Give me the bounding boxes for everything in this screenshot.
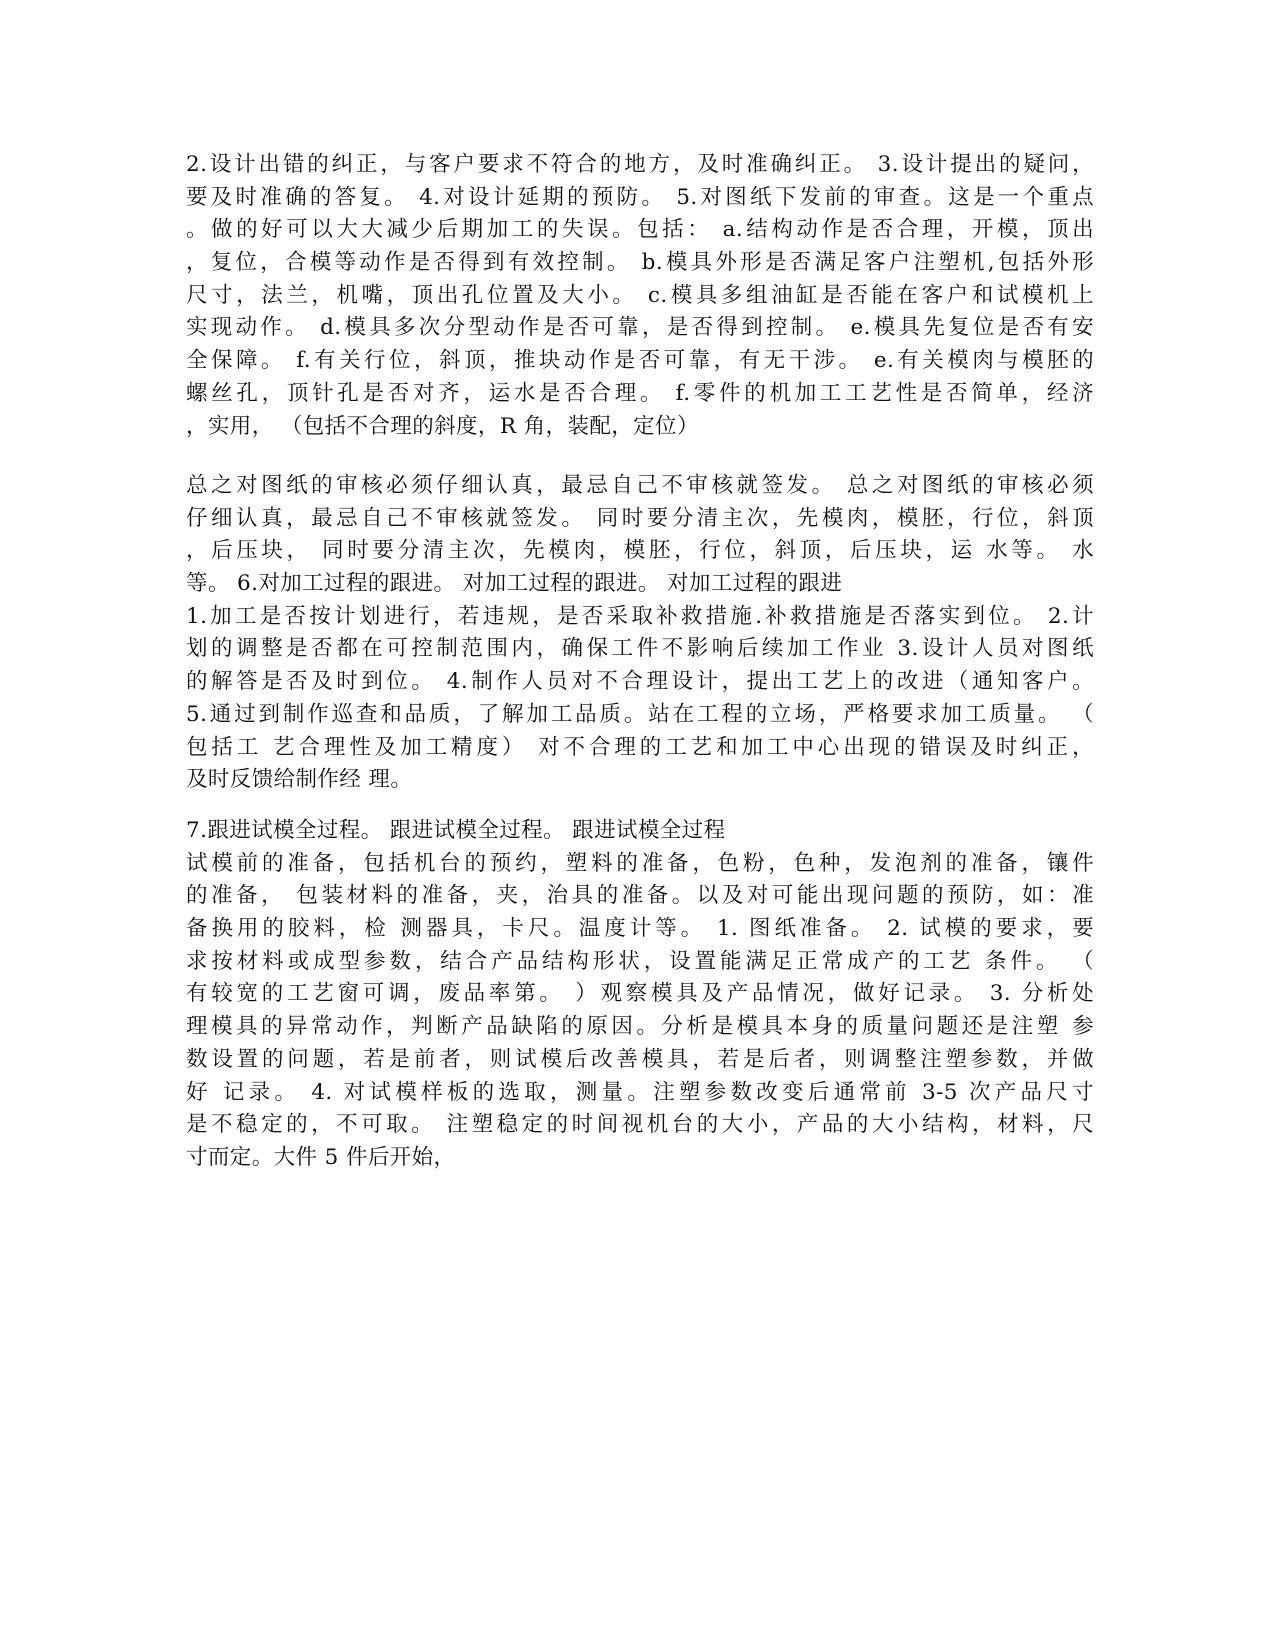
text-line: 的解答是否及时到位。 4.制作人员对不合理设计，提出工艺上的改进（通知客户。 <box>186 669 1094 695</box>
text-line: 要及时准确的答复。 4.对设计延期的预防。 5.对图纸下发前的审查。这是一个重点 <box>186 184 1094 210</box>
text-line: 实现动作。 d.模具多次分型动作是否可靠，是否得到控制。 e.模具先复位是否有安 <box>186 315 1094 341</box>
text-line: 总之对图纸的审核必须仔细认真，最忌自己不审核就签发。 总之对图纸的审核必须 <box>186 473 1094 498</box>
text-line: 尺寸，法兰，机嘴，顶出孔位置及大小。 c.模具多组油缸是否能在客户和试模机上 <box>186 282 1094 308</box>
text-line: 数设置的问题，若是前者，则试模后改善模具，若是后者，则调整注塑参数，并做 <box>186 1046 1094 1072</box>
text-line: 2.设计出错的纠正，与客户要求不符合的地方，及时准确纠正。 3.设计提出的疑问， <box>186 152 1094 177</box>
text-line: 5.通过到制作巡查和品质，了解加工品质。站在工程的立场，严格要求加工质量。 （ <box>186 701 1094 727</box>
text-line: 等。 6.对加工过程的跟进。 对加工过程的跟进。 对加工过程的跟进 <box>186 571 843 597</box>
text-line: 试模前的准备，包括机台的预约，塑料的准备，色粉，色种，发泡剂的准备，镶件 <box>186 850 1094 876</box>
text-line: ，实用， （包括不合理的斜度，R 角，装配，定位） <box>186 413 699 439</box>
text-line: 划的调整是否都在可控制范围内，确保工件不影响后续加工作业 3.设计人员对图纸 <box>186 636 1094 662</box>
text-line: 是不稳定的，不可取。 注塑稳定的时间视机台的大小，产品的大小结构，材料，尺 <box>186 1112 1094 1138</box>
text-line: 有较宽的工艺窗可调，废品率第。 ）观察模具及产品情况，做好记录。 3. 分析处 <box>186 981 1094 1007</box>
text-line: 仔细认真，最忌自己不审核就签发。 同时要分清主次，先模肉，模胚，行位，斜顶 <box>186 505 1094 531</box>
text-line: 1.加工是否按计划进行，若违规，是否采取补救措施.补救措施是否落实到位。 2.计 <box>186 603 1094 629</box>
text-line: 好 记录。 4. 对试模样板的选取，测量。注塑参数改变后通常前 3-5 次产品尺寸 <box>186 1079 1094 1105</box>
text-line: 。做的好可以大大减少后期加工的失误。包括： a.结构动作是否合理，开模，顶出 <box>186 217 1094 243</box>
text-line: 备换用的胶料，检 测器具，卡尺。温度计等。 1. 图纸准备。 2. 试模的要求，要 <box>186 916 1094 942</box>
text-line: ，复位，合模等动作是否得到有效控制。 b.模具外形是否满足客户注塑机,包括外形 <box>186 250 1094 276</box>
text-line: 及时反馈给制作经 理。 <box>186 767 413 793</box>
text-line: 的准备， 包装材料的准备，夹，治具的准备。以及对可能出现问题的预防，如：准 <box>186 883 1094 909</box>
paragraph-process-follow-up <box>186 470 1094 797</box>
text-line: 全保障。 f.有关行位，斜顶，推块动作是否可靠，有无干涉。 e.有关模肉与模胚的 <box>186 348 1094 374</box>
text-line: 7.跟进试模全过程。 跟进试模全过程。 跟进试模全过程 <box>186 818 726 843</box>
text-line: 寸而定。大件 5 件后开始， <box>186 1144 456 1170</box>
text-line: 螺丝孔，顶针孔是否对齐，运水是否合理。 f.零件的机加工工艺性是否简单，经济 <box>186 380 1094 406</box>
text-line: 求按材料或成型参数，结合产品结构形状，设置能满足正常成产的工艺 条件。 （ <box>186 948 1094 974</box>
paragraph-design-review <box>186 149 1094 443</box>
text-line: 包括工 艺合理性及加工精度） 对不合理的工艺和加工中心出现的错误及时纠正， <box>186 734 1094 760</box>
paragraph-trial-mold <box>186 815 1094 1175</box>
text-line: 理模具的异常动作，判断产品缺陷的原因。分析是模具本身的质量问题还是注塑 参 <box>186 1014 1094 1040</box>
text-line: ，后压块， 同时要分清主次，先模肉，模胚，行位，斜顶，后压块，运 水等。 水 <box>186 538 1094 564</box>
